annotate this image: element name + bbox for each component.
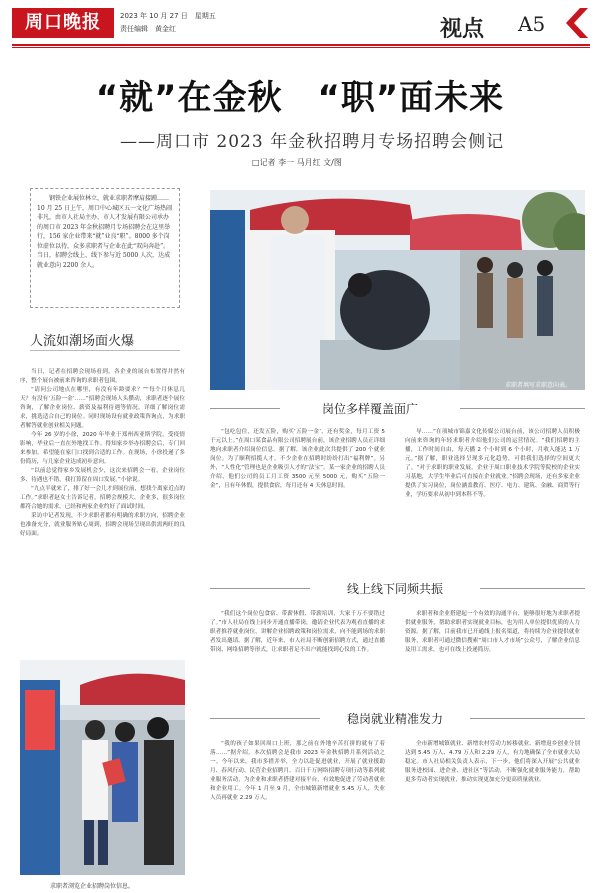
photo-illustration — [210, 190, 585, 390]
paragraph: 求职者和企业搭建起一个有效的沟通平台，能够很好地为求职者提供就业服务，帮助求职者实现就业目标，也为用人单位提供优质的人力资源。据了解，目前我市已开通线上报名渠道，将持续为企业提供就业服务，求职者可通过微信搜索“周口市人才市场”公众号，了解企业信息及用工需求，也可在线上投递简历。 — [405, 611, 580, 653]
section-divider — [210, 408, 280, 409]
section-heading-4: 稳岗就业精准发力 — [346, 712, 443, 726]
paragraph: 当日，记者在招聘会现场看到，各企业的展台布置得井然有序，整个展台被前来咨询的求职者包围。 — [20, 369, 185, 384]
paragraph: “我的孩子如果回周口上班，那之前在外地辛苦打拼的就有了着落……”据介绍，本次招聘会是我市 2023 年金秋招聘月系列活动之一。今年以来，我市多措并举，全力以赴促进就业，开展了就业援助月、春风行动、民营企业招聘月、百日千万网络招聘专项行动等系列就业服务活动，为企业和求职者搭建对接平台，有效地促进了劳动者就业和企业用工。今年 1 月至 9 月，全市城镇新增就业 5.45 万人，失业人员再就业 2.29 万人。 — [210, 741, 385, 801]
subheadline: ——周口市 2023 年金秋招聘月专场招聘会侧记 — [120, 132, 505, 152]
column-2-text-b — [210, 610, 385, 690]
section-divider — [210, 718, 320, 719]
byline: □记者 李一 马月红 文/图 — [252, 158, 342, 167]
paragraph: “我们这个岗位包食宿、带薪休假、带薪培训，大家千万不要错过了。”市人社局在线上同步开通直播带岗，邀请企业代表为观看直播的求职者推荐就业岗位，讲解企业招聘政策和岗位需求，向不能到场的求职者发出邀请。据了解，近年来，市人社局不断创新招聘方式，通过直播带岗、网络招聘等形式，让求职者足不出户就能找到心仪的工作。 — [210, 611, 385, 653]
column-2-text-c — [210, 740, 385, 880]
section-heading-3: 线上线下同频共振 — [346, 582, 443, 596]
chevron-left-icon — [560, 8, 588, 38]
paragraph: 今年 26 岁的小徐，2020 年毕业于郑州西亚斯学院，受疫情影响，毕业后一直在外地找工作。得知家乡举办招聘会后，专门回来参加，希望能在家门口找到合适的工作。在现场，小徐投递了多份简历，与几家企业达成初步意向。 — [20, 432, 185, 465]
job-fair-photo-bottom — [20, 660, 185, 875]
section-heading-2: 岗位多样覆盖面广 — [321, 402, 418, 416]
section-divider — [470, 718, 585, 719]
photo-caption-bottom: 求职者浏览企业招聘岗位信息。 — [50, 883, 135, 890]
issue-date: 2023 年 10 月 27 日 星期五 — [120, 12, 216, 20]
job-fair-photo-top — [210, 190, 585, 390]
section-divider — [480, 588, 585, 589]
paragraph: “请问公司地点在哪里，有没有年龄要求？”“每个月休息几天？有没有‘五险一金’……”招聘会现场人头攒动，求职者逐个展位咨询，了解企业岗位、薪资及福利待遇等情况，详细了解岗位需求，挑选适合自己的岗位。同时现场设有就业政策咨询点，为求职者解答就业创业相关问题。 — [20, 387, 185, 429]
section-heading-rule — [30, 350, 180, 351]
photo-illustration — [20, 660, 185, 875]
paragraph: “包吃包住，还发五险，购买‘五险一金’，还有奖金，每月工资 5 千元以上。”在周口某食品有限公司招聘展台前，该企业招聘人员正详细地向求职者介绍岗位信息。据了解，该企业此次共提供了 200 个就业岗位。为了顺利招揽人才，不少企业在招聘时纷纷打出“福利牌”。另外，“人性化”管理也是企业吸引人才的“法宝”。某一家企业的招聘人员介绍，他们公司的员工月工资 3500 元至 5000 元，购买“五险一金”，且有年休假，提供食宿，每月还有 4 天休息时间。 — [210, 429, 385, 489]
column-3-text-c — [405, 740, 580, 880]
left-column-text — [20, 368, 185, 650]
page-number: A5 — [518, 12, 546, 36]
section-divider — [210, 588, 310, 589]
headline: “就”在金秋 “职”面未来 — [95, 78, 505, 118]
editor-credit: 责任编辑 黄金红 — [120, 25, 176, 33]
masthead-rule — [12, 44, 590, 46]
lead-paragraph: 钢铁企业展位林立，就业求职者摩肩接踵……10 月 25 日上午，周口中心城区五一文化广场热闹非凡，由市人社局主办、市人才发展有限公司承办的周口市 2023 年金秋招聘月专场招聘会在这里举行，156 家企业带来“就”业良“职”。8000 多个岗位虚位以待，众多求职者与企业在此“双向奔赴”。当日，招聘会线上、线下参与近 5000 人次，达成就业意向 2200 余人。 — [30, 188, 180, 308]
column-3-text-b — [405, 610, 580, 690]
paragraph: 全市新增城镇就业、新增农村劳动力转移就业、新增返乡创业分别达到 5.45 万人、4.79 万人和 2.29 万人，有力地确保了全市就业大局稳定。市人社局相关负责人表示，下一步，他们将深入开展“公共就业服务进校园、进企业、进社区”等活动，不断强化就业服务能力，帮助更多劳动者实现就业，推动实现更加充分更高质量就业。 — [405, 741, 580, 783]
paragraph: 导……”在项城市锦嘉文化传媒公司展台前，该公司招聘人员积极向前来咨询的年轻求职者介绍他们公司的运营情况。“我们招聘的主播，工作时间自由，每天播 2 个小时到 6 个小时，月收入能达 1 万元。”据了解，职业选择呈现多元化趋势，可供我们选择的空间更大了。“对于求职的职业发展，企业于周口职业技术学院等院校的企业实习基地，大学生毕业后可直接在企业就业。”招聘会现场，还有多家企业提供了实习岗位，岗位涵盖教育、医疗、电力、建筑、金融、商贸等行业，学历要求从初中到本科不等。 — [405, 429, 580, 498]
section-divider — [460, 408, 585, 409]
section-name: 视点 — [440, 17, 485, 42]
newspaper-logo: 周口晚报 — [12, 8, 114, 38]
paragraph: “以前总觉得家乡发展机会少，这次来招聘会一看，企业岗位多、待遇也不错，我打算留在周口发展。”小徐说。 — [20, 468, 185, 483]
photo-caption-top: 求职者填写求职意向表。 — [505, 382, 572, 389]
masthead-rule-thin — [12, 47, 590, 48]
paragraph: “九点半就来了，排了好一会儿才到展位前，想找个离家近点的工作。”求职者赵女士告诉记者，招聘会规模大、企业多，很多岗位都符合她的需求，已经和两家企业约好了面试时间。 — [20, 486, 185, 510]
paragraph: 采访中记者发现，不少求职者都有明确的求职方向，招聘企业也准备充分，就业服务贴心周到，招聘会现场呈现出供需两旺的良好局面。 — [20, 513, 185, 537]
section-heading-1: 人流如潮场面火爆 — [30, 334, 135, 349]
column-3-text-a — [405, 428, 580, 568]
column-2-text-a — [210, 428, 385, 568]
